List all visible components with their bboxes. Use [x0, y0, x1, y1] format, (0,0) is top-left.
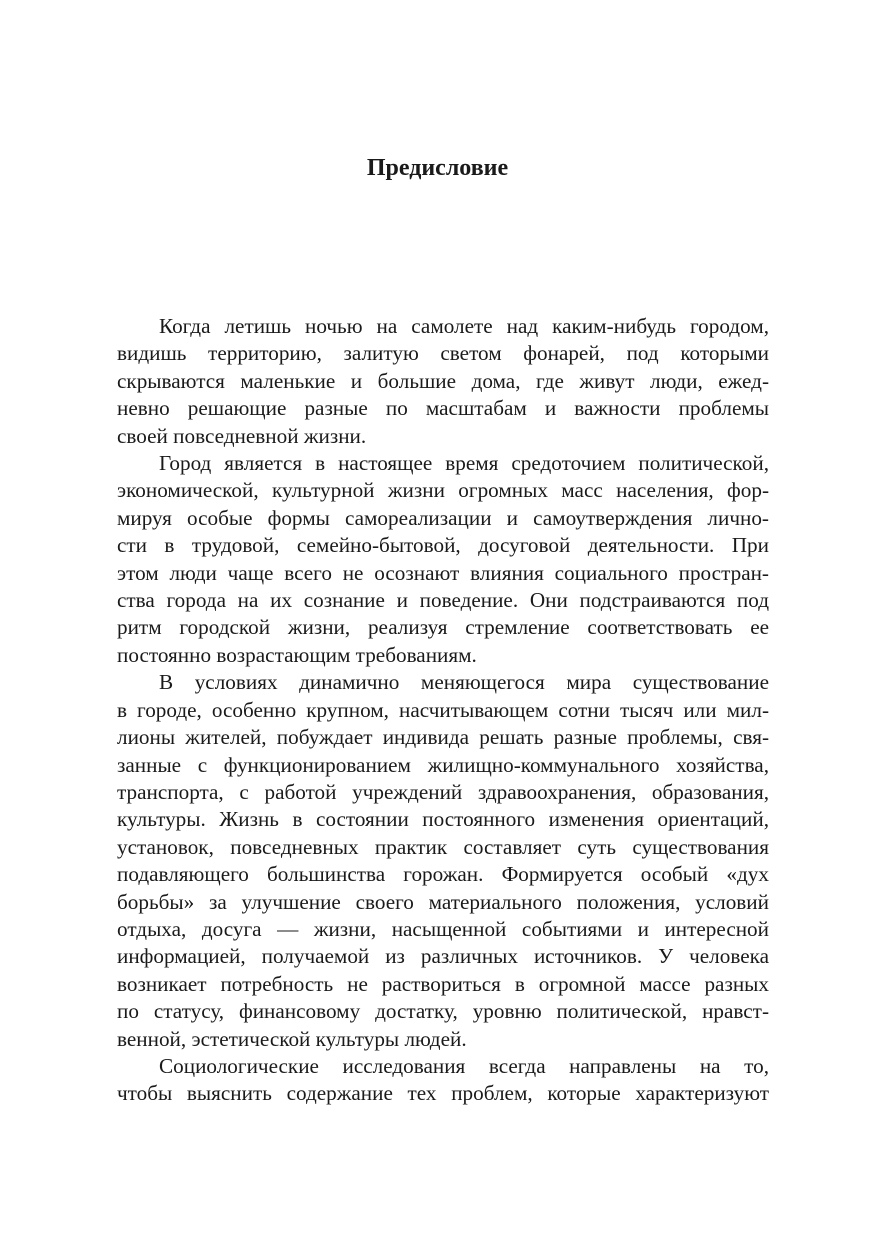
text-line: невно решающие разные по масштабам и важности проблемы [117, 396, 769, 421]
paragraph-1 [117, 313, 769, 450]
text-line: мируя особые формы самореализации и самоутверждения лично- [117, 505, 769, 530]
text-line: установок, повседневных практик составляет суть существования [117, 834, 769, 859]
text-line: лионы жителей, побуждает индивида решать разные проблемы, свя- [117, 725, 769, 750]
text-line: занные с функционированием жилищно-коммунального хозяйства, [117, 752, 769, 777]
text-line: чтобы выяснить содержание тех проблем, которые характеризуют [117, 1081, 769, 1106]
page-title: Предисловие [366, 155, 509, 181]
text-line: информацией, получаемой из различных источников. У человека [117, 944, 769, 969]
body-text [117, 313, 769, 1108]
text-line: скрываются маленькие и большие дома, где живут люди, ежед- [117, 368, 769, 393]
text-line: транспорта, с работой учреждений здравоохранения, образования, [117, 779, 769, 804]
text-line: отдыха, досуга — жизни, насыщенной событиями и интересной [117, 916, 769, 941]
text-line: Город является в настоящее время средоточием политической, [159, 451, 769, 476]
text-line: постоянно возрастающим требованиям. [117, 642, 477, 667]
text-line: в городе, особенно крупном, насчитывающем сотни тысяч или мил- [117, 697, 769, 722]
text-line: этом люди чаще всего не осознают влияния социального простран- [117, 560, 769, 585]
text-line: ства города на их сознание и поведение. Они подстраиваются под [117, 588, 769, 613]
text-line: В условиях динамично меняющегося мира существование [159, 670, 769, 695]
text-line: борьбы» за улучшение своего материального положения, условий [117, 889, 769, 914]
text-line: сти в трудовой, семейно-бытовой, досуговой деятельности. При [117, 533, 769, 558]
text-line: ритм городской жизни, реализуя стремление соответствовать ее [117, 615, 769, 640]
text-line: Когда летишь ночью на самолете над каким-нибудь городом, [159, 314, 769, 338]
text-line: по статусу, финансовому достатку, уровню политической, нравст- [117, 999, 769, 1024]
text-line: возникает потребность не раствориться в огромной массе разных [117, 971, 769, 996]
text-line: венной, эстетической культуры людей. [117, 1026, 467, 1051]
text-line: своей повседневной жизни. [117, 423, 367, 448]
text-line: культуры. Жизнь в состоянии постоянного изменения ориентаций, [117, 807, 769, 832]
paragraph-2 [117, 450, 769, 669]
text-line: видишь территорию, залитую светом фонарей, под которыми [117, 341, 769, 366]
paragraph-4 [117, 1053, 769, 1108]
text-line: Социологические исследования всегда направлены на то, [159, 1053, 769, 1078]
paragraph-3 [117, 669, 769, 1053]
text-line: экономической, культурной жизни огромных масс населения, фор- [117, 478, 769, 503]
text-line: подавляющего большинства горожан. Формируется особый «дух [117, 862, 769, 887]
